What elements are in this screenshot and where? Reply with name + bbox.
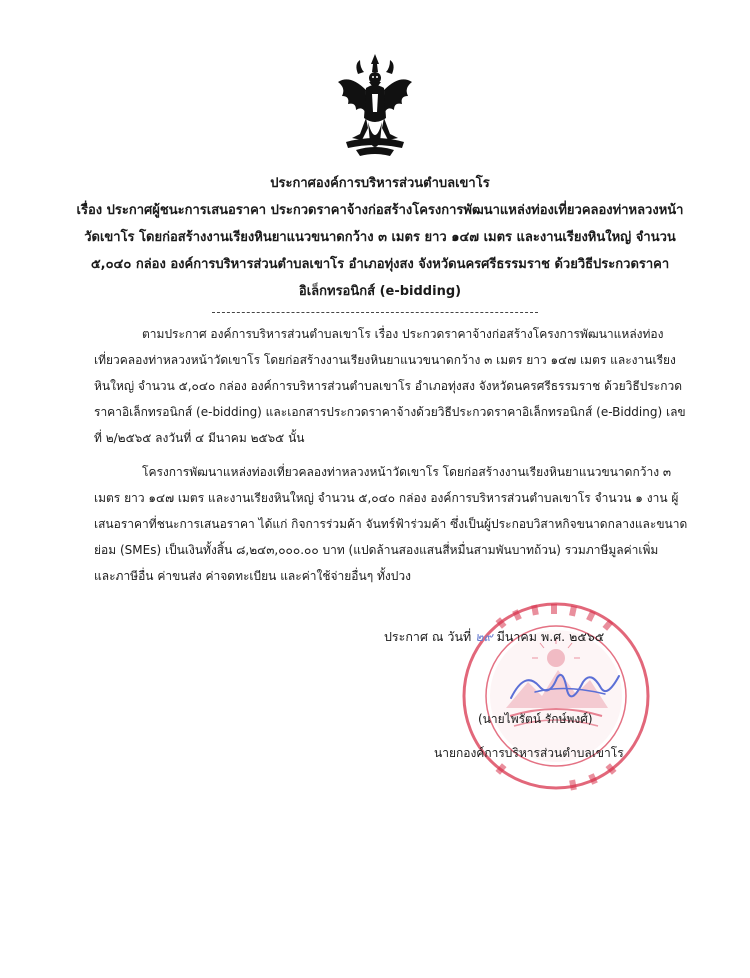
- subject-line: ๕,๐๔๐ กล่อง องค์การบริหารส่วนตำบลเขาโร อำเภอทุ่งสง จังหวัดนครศรีธรรมราช ด้วยวิธีประกวดราคา: [90, 257, 670, 272]
- paragraph-line: หินใหญ่ จำนวน ๕,๐๔๐ กล่อง องค์การบริหารส่วนตำบลเขาโร อำเภอทุ่งสง จังหวัดนครศรีธรรมราช ด้วยวิธีประกวด: [94, 379, 683, 393]
- date-prefix: ประกาศ ณ วันที่: [384, 629, 472, 644]
- signer-position: นายกองค์การบริหารส่วนตำบลเขาโร: [434, 746, 624, 760]
- paragraph-line: ตามประกาศ องค์การบริหารส่วนตำบลเขาโร เรื่อง ประกวดราคาจ้างก่อสร้างโครงการพัฒนาแหล่งท่อง: [142, 327, 664, 341]
- paragraph-line: เมตร ยาว ๑๔๗ เมตร และงานเรียงหินใหญ่ จำนวน ๕,๐๔๐ กล่อง องค์การบริหารส่วนตำบลเขาโร จำนวน ๑ งาน ผู้: [94, 491, 679, 505]
- date-month-year: มีนาคม พ.ศ. ๒๕๖๕: [496, 629, 605, 644]
- paragraph-line: ย่อม (SMEs) เป็นเงินทั้งสิ้น ๘,๒๔๓,๐๐๐.๐๐ บาท (แปดล้านสองแสนสี่หมื่นสามพันบาทถ้วน) รวมภาษีมูลค่าเพิ่ม: [94, 543, 659, 557]
- paragraph-line: เสนอราคาที่ชนะการเสนอราคา ได้แก่ กิจการร่วมค้า จันทร์ฟ้าร่วมค้า ซึ่งเป็นผู้ประกอบวิสาหกิจขนาดกลางและขนาด: [94, 517, 688, 531]
- announcement-title: [60, 170, 700, 305]
- announcement-date: [384, 627, 604, 647]
- subject-line: วัดเขาโร โดยก่อสร้างงานเรียงหินยาแนวขนาดกว้าง ๓ เมตร ยาว ๑๔๗ เมตร และงานเรียงหินใหญ่ จำนวน: [84, 230, 676, 245]
- signer-name: (นายไพรัตน์ รักษ์พงศ์): [478, 712, 593, 726]
- paragraph-line: ที่ ๒/๒๕๖๕ ลงวันที่ ๔ มีนาคม ๒๕๖๕ นั้น: [94, 431, 305, 445]
- paragraph-line: และภาษีอื่น ค่าขนส่ง ค่าจดทะเบียน และค่าใช้จ่ายอื่นๆ ทั้งปวง: [94, 569, 411, 583]
- paragraph-line: ราคาอิเล็กทรอนิกส์ (e-bidding) และเอกสารประกวดราคาจ้างด้วยวิธีประกวดราคาอิเล็กทรอนิกส์ (e-Bidding) เลข: [94, 405, 686, 419]
- garuda-emblem-icon: [332, 52, 418, 162]
- paragraph-line: เที่ยวคลองท่าหลวงหน้าวัดเขาโร โดยก่อสร้างงานเรียงหินยาแนวขนาดกว้าง ๓ เมตร ยาว ๑๔๗ เมตร และงานเรียง: [94, 353, 676, 367]
- date-day: ๒๙: [475, 629, 493, 644]
- subject-line: อิเล็กทรอนิกส์ (e-bidding): [298, 284, 462, 299]
- handwritten-signature-icon: [505, 662, 625, 712]
- paragraph-line: โครงการพัฒนาแหล่งท่องเที่ยวคลองท่าหลวงหน้าวัดเขาโร โดยก่อสร้างงานเรียงหินยาแนวขนาดกว้าง ๓: [142, 465, 672, 479]
- paragraph-winner: [94, 459, 688, 589]
- title-line: ประกาศองค์การบริหารส่วนตำบลเขาโร: [270, 176, 490, 191]
- paragraph-reference: [94, 321, 686, 451]
- dashed-divider: [212, 312, 538, 313]
- subject-line: เรื่อง ประกาศผู้ชนะการเสนอราคา ประกวดราคาจ้างก่อสร้างโครงการพัฒนาแหล่งท่องเที่ยวคลองท่าหลวงหน้า: [76, 203, 684, 218]
